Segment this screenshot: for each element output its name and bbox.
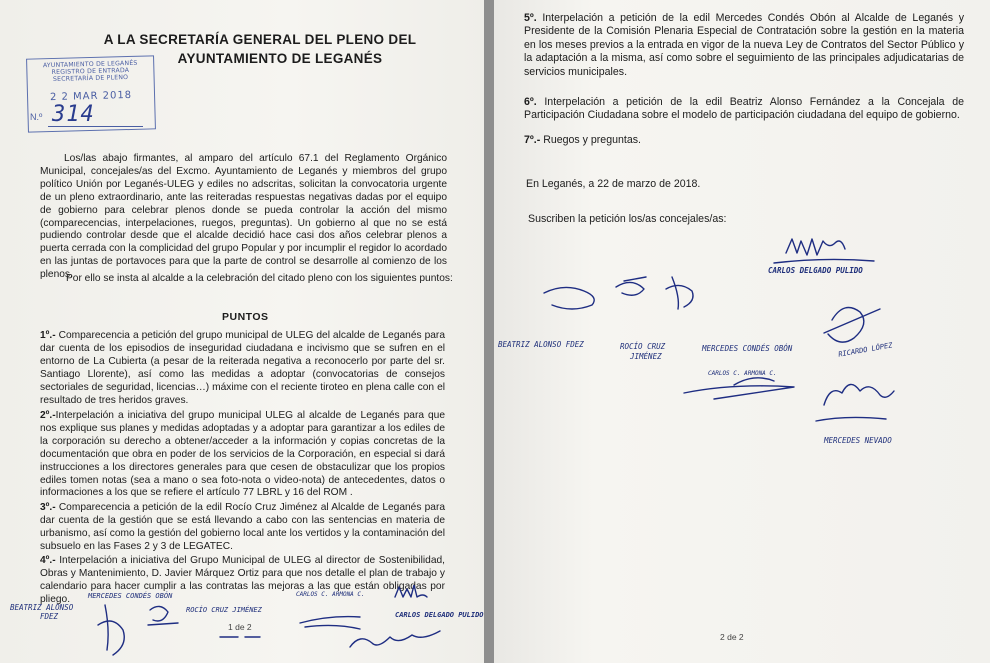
request-text: Por ello se insta al alcalde a la celebración del citado pleno con los siguientes puntos: (66, 273, 453, 284)
handwritten-text: ROCÍO CRUZ (620, 342, 666, 351)
item-4-text: Interpelación a iniciativa del Grupo Municipal de ULEG al director de Sostenibilidad, Obras y Mantenimiento, D. Javier Márquez Ortiz para que nos detalle el plan de trabajo y calendario para hacer cumplir a las contratas las mejoras a las que están obligadas por pliego. (40, 555, 445, 605)
document-page-1 (0, 0, 484, 663)
stamp-line-3: SECRETARÍA DE PLENO (52, 74, 129, 83)
heading-line-1: A LA SECRETARÍA GENERAL DEL PLENO DEL (103, 32, 417, 47)
handwritten-text: FDEZ (40, 612, 59, 621)
item-1-number: 1º.- (40, 330, 56, 341)
item-2-number: 2º.- (40, 410, 56, 421)
handwritten-text: BEATRIZ ALONSO (10, 603, 74, 612)
stamp-number-underline (48, 126, 143, 127)
item-7-text: Ruegos y preguntas. (543, 134, 641, 146)
signers-intro: Suscriben la petición los/as concejales/as: (528, 213, 727, 225)
heading-line-2: AYUNTAMIENTO DE LEGANÉS (177, 51, 383, 66)
item-1 (40, 330, 445, 407)
stamp-line-1: AYUNTAMIENTO DE LEGANÉS (42, 59, 138, 70)
document-page-2 (494, 0, 990, 663)
handwritten-name-armona: CARLOS C. ARMONA C. (296, 591, 365, 598)
item-3 (40, 502, 445, 554)
stamp-number: 314 (52, 102, 95, 127)
item-4-number: 4º.- (40, 555, 56, 566)
handwritten-name-armona: CARLOS C. ARMONA C. (708, 370, 777, 377)
item-2 (40, 410, 445, 500)
item-6 (524, 96, 964, 123)
handwritten-name-alonso: BEATRIZ ALONSO FDEZ (498, 340, 584, 349)
handwritten-text: JIMÉNEZ (630, 352, 662, 361)
handwritten-name-cruz: ROCÍO CRUZ JIMÉNEZ (186, 606, 262, 614)
item-6-number: 6º. (524, 96, 537, 108)
stamp-date: 2 2 MAR 2018 (49, 89, 133, 104)
item-6-text: Interpelación a petición de la edil Beatriz Alonso Fernández a la Concejala de Participación Ciudadana sobre el modelo de participación ciudadana del equipo de gobierno. (524, 96, 964, 122)
stamp-line-2: REGISTRO DE ENTRADA (51, 66, 130, 77)
item-7-number: 7º.- (524, 134, 541, 146)
item-2-text: Interpelación a iniciativa del grupo municipal ULEG al alcalde de Leganés para que nos explique sus planes y medidas adoptadas y a adoptar para garantizar a los ediles de la corporación su derecho a obtener/acceder a la información y copias concretas de la documentación que obra en poder de los servicios de la Corporación, en especial si dará instrucciones a los directores generales para que cesen de obstaculizar que los propios ediles tomen notas (sea a mano o sea foto-nota o video-nota) de antecedentes, datos o informaciones a los que se refiere el artículo 77 LBRL y 16 del ROM . (40, 410, 445, 499)
page-1-number: 1 de 2 (228, 622, 252, 632)
item-3-number: 3º.- (40, 502, 56, 513)
handwritten-name-delgado: CARLOS DELGADO PULIDO (768, 266, 863, 275)
intro-paragraph (40, 153, 447, 282)
handwritten-name-nevado: MERCEDES NEVADO (824, 436, 892, 445)
handwritten-name-condes: MERCEDES CONDÉS OBÓN (702, 344, 793, 353)
item-7 (524, 134, 964, 147)
place-and-date: En Leganés, a 22 de marzo de 2018. (526, 178, 701, 190)
item-5-number: 5º. (524, 12, 537, 24)
stamp-number-label: N.º (30, 112, 43, 122)
handwritten-name-cruz (620, 342, 665, 362)
page-2-number: 2 de 2 (720, 632, 744, 642)
handwritten-name-lopez: RICARDO LÓPEZ (837, 341, 894, 359)
item-1-text: Comparecencia a petición del grupo municipal de ULEG del alcalde de Leganés para dar cuenta de los episodios de inseguridad ciudadana e incivismo que se sufren en el entorno de La Cubierta (a pesar de la reiterada negativa a reconocerlo por parte del sr. Santiago Llorente), así como las medidas a adoptar (convocatorias de consejos sectoriales de seguridad, licencias…) máxime con el reciente tiroteo en plena calle con el resultado de tres heridos graves. (40, 330, 445, 406)
intro-text: Los/las abajo firmantes, al amparo del artículo 67.1 del Reglamento Orgánico Municipal, concejales/as del Excmo. Ayuntamiento de Leganés y miembros del grupo político Unión por Leganés-ULEG y ediles no adscritas, solicitan la convocatoria urgente de un pleno extraordinario, ante las reiteradas respuestas negativas dadas por el equipo de gobierno para celebrar plenos donde se pueda controlar la acción del mismo (comparecencias, interpelaciones, ruegos, preguntas). Un gobierno al que no se está pudiendo controlar desde que el alcalde decidió hace casi dos años celebrar plenos a puerta cerrada con la complicidad del grupo Popular y por incumplir el regidor lo acordado en las juntas de portavoces para que la parte de control se desarrolle al comienzo de los plenos. (40, 153, 447, 281)
item-5-text: Interpelación a petición de la edil Mercedes Condés Obón al Alcalde de Leganés y Presidente de la Comisión Plenaria Especial de Contratación sobre la gestión en la materia en los meses previos a la entrada en vigor de la nueva Ley de Contratos del Sector Público y la adaptación a la misma, así como sobre el seguimiento de las principales adjudicatarias de servicios municipales. (524, 12, 964, 78)
puntos-title: PUNTOS (222, 311, 269, 323)
handwritten-name-condes: MERCEDES CONDÉS OBÓN (88, 592, 173, 600)
handwritten-name-delgado: CARLOS DELGADO PULIDO (395, 611, 484, 619)
item-5 (524, 12, 964, 79)
item-3-text: Comparecencia a petición de la edil Rocío Cruz Jiménez al Alcalde de Leganés para dar cuenta de la gestión que se está llevando a cabo con las sentencias en materia de urbanismo, así como la gestión del gobierno local ante los vertidos y la contaminación del subsuelo en las Fases 2 y 3 de LEGATEC. (40, 502, 445, 552)
